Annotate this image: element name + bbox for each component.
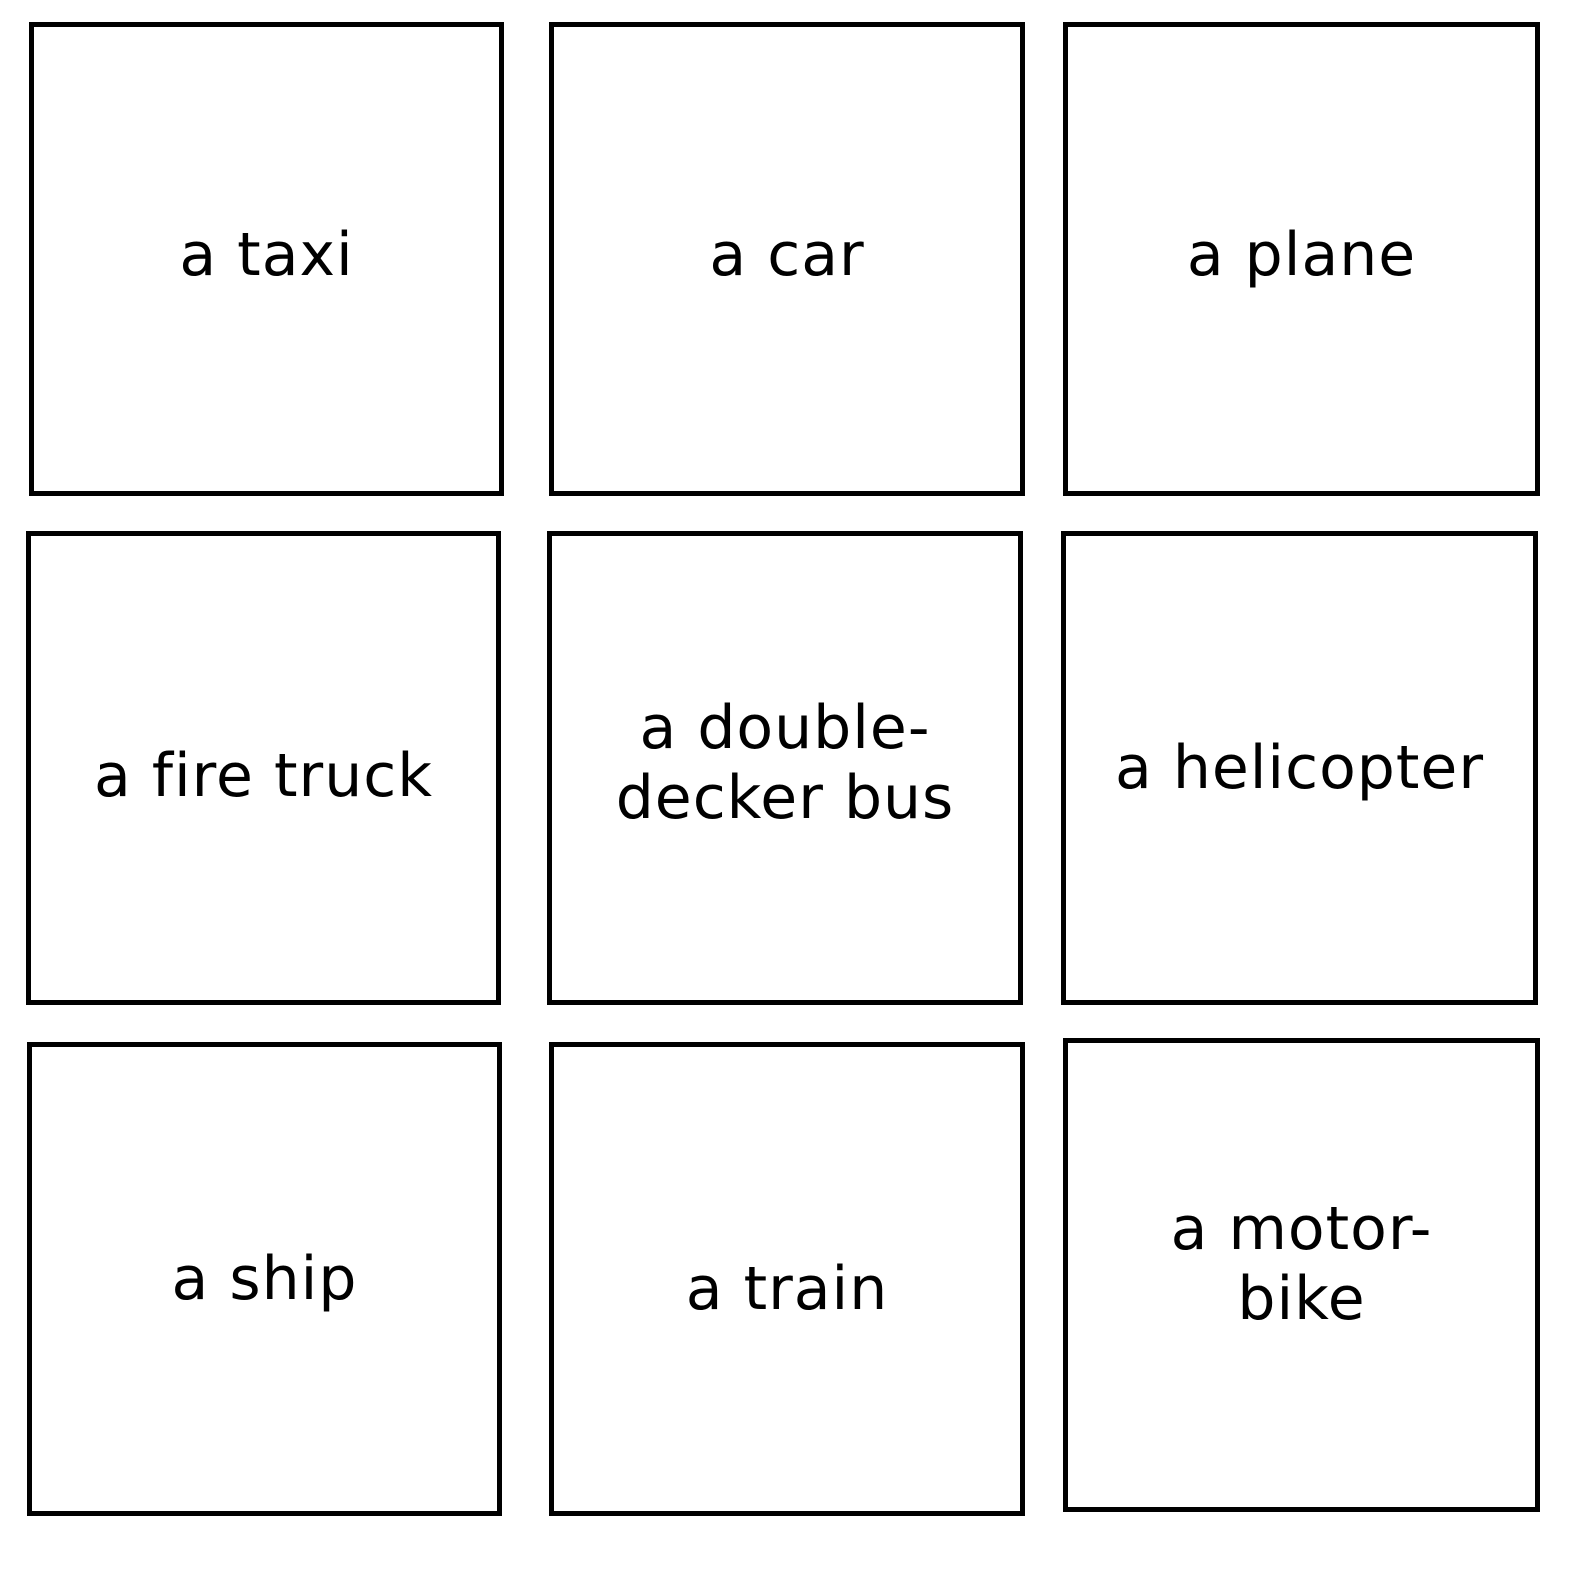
card-label-line: a taxi — [179, 220, 354, 290]
card-train — [549, 1042, 1025, 1516]
card-label-line: a helicopter — [1114, 733, 1484, 803]
card-motorbike — [1063, 1038, 1540, 1512]
card-fire-truck — [26, 531, 501, 1005]
card-label — [172, 1244, 358, 1314]
card-taxi — [29, 22, 504, 496]
card-label — [94, 741, 433, 811]
card-car — [549, 22, 1025, 496]
card-label — [709, 220, 864, 290]
card-label — [1187, 220, 1416, 290]
card-label — [1115, 733, 1484, 803]
card-plane — [1063, 22, 1540, 496]
card-label-line: decker bus — [615, 763, 955, 833]
card-label-line: a car — [709, 220, 865, 290]
card-label-line: a fire truck — [94, 741, 433, 811]
card-label — [1171, 1194, 1433, 1356]
card-label-line: a motor- — [1170, 1194, 1433, 1264]
card-label-line: bike — [1237, 1264, 1366, 1334]
card-label — [179, 220, 353, 290]
card-double-decker-bus — [547, 531, 1023, 1005]
card-label — [686, 1254, 889, 1324]
card-label-line: a train — [685, 1254, 889, 1324]
card-label — [616, 693, 955, 855]
card-label-line: a plane — [1186, 220, 1417, 290]
card-label-line: a ship — [171, 1244, 358, 1314]
card-ship — [27, 1042, 502, 1516]
card-helicopter — [1061, 531, 1538, 1005]
card-label-line: a double- — [639, 693, 931, 763]
